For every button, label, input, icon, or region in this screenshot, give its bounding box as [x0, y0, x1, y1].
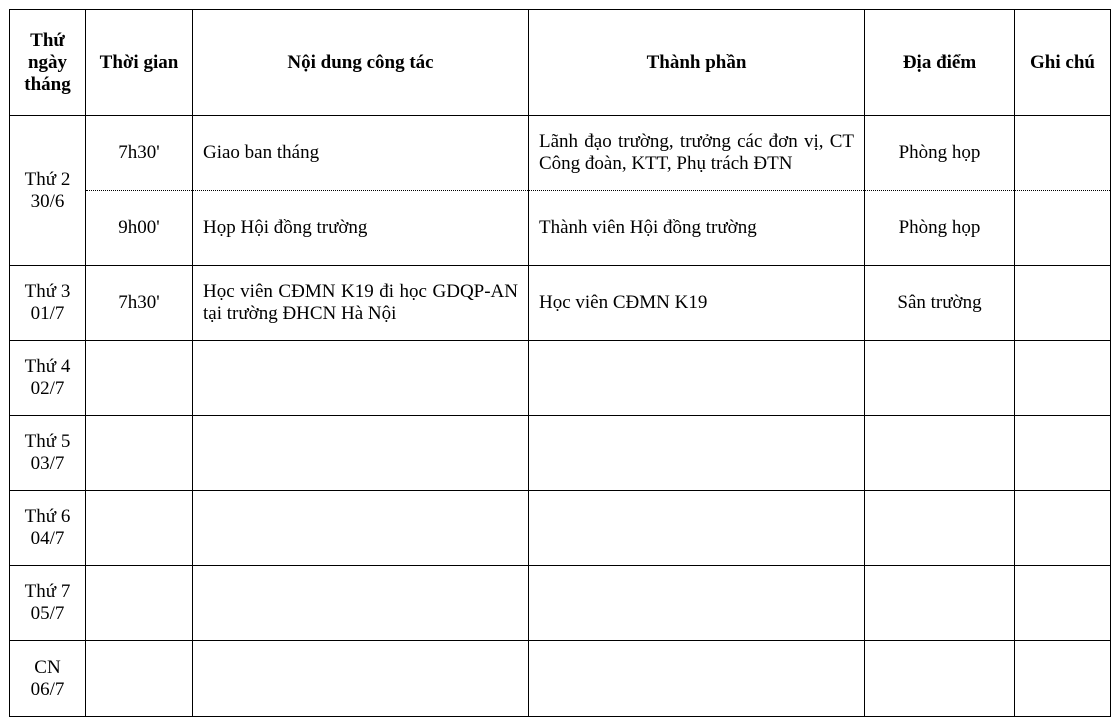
note-cell — [1015, 491, 1111, 566]
location-cell: Phòng họp — [865, 191, 1015, 266]
members-cell — [529, 416, 865, 491]
note-cell — [1015, 566, 1111, 641]
table-row — [10, 341, 1111, 416]
members-cell — [529, 341, 865, 416]
time-cell — [86, 341, 193, 416]
time-cell — [86, 641, 193, 717]
day-date: 30/6 — [30, 190, 65, 212]
location-cell: Phòng họp — [865, 116, 1015, 191]
header-day-line-3: tháng — [24, 73, 71, 95]
time-cell — [86, 416, 193, 491]
content-cell — [193, 641, 529, 717]
day-cell — [10, 416, 86, 491]
day-cell — [10, 116, 86, 266]
members-cell — [529, 566, 865, 641]
members-cell: Lãnh đạo trường, trưởng các đơn vị, CT Công đoàn, KTT, Phụ trách ĐTN — [529, 116, 865, 191]
header-location: Địa điểm — [865, 10, 1015, 116]
header-note: Ghi chú — [1015, 10, 1111, 116]
day-name: Thứ 5 — [24, 431, 71, 452]
note-cell — [1015, 341, 1111, 416]
header-content: Nội dung công tác — [193, 10, 529, 116]
location-cell: Sân trường — [865, 266, 1015, 341]
day-cell — [10, 341, 86, 416]
header-time: Thời gian — [86, 10, 193, 116]
location-cell — [865, 341, 1015, 416]
table-row — [10, 116, 1111, 191]
location-cell — [865, 491, 1015, 566]
day-date: 03/7 — [30, 453, 65, 474]
header-row — [10, 10, 1111, 116]
content-cell — [193, 341, 529, 416]
day-name: Thứ 7 — [24, 581, 71, 602]
time-cell: 7h30' — [86, 116, 193, 191]
day-name: Thứ 6 — [24, 506, 71, 527]
day-cell — [10, 491, 86, 566]
day-cell — [10, 641, 86, 717]
time-cell: 7h30' — [86, 266, 193, 341]
day-date: 04/7 — [30, 528, 65, 549]
table-row — [10, 566, 1111, 641]
members-cell: Thành viên Hội đồng trường — [529, 191, 865, 266]
day-name: Thứ 2 — [24, 168, 71, 190]
day-date: 05/7 — [30, 603, 65, 624]
content-cell — [193, 566, 529, 641]
members-cell: Học viên CĐMN K19 — [529, 266, 865, 341]
day-date: 06/7 — [30, 678, 65, 700]
day-name: CN — [34, 656, 61, 678]
note-cell — [1015, 641, 1111, 717]
header-day-line-2: ngày — [27, 51, 68, 73]
day-cell — [10, 266, 86, 341]
table-row — [10, 416, 1111, 491]
table-row — [10, 641, 1111, 717]
content-cell: Giao ban tháng — [193, 116, 529, 191]
note-cell — [1015, 116, 1111, 191]
day-date: 01/7 — [30, 303, 65, 324]
note-cell — [1015, 416, 1111, 491]
work-schedule-table — [9, 9, 1111, 717]
day-name: Thứ 3 — [24, 281, 71, 302]
location-cell — [865, 641, 1015, 717]
note-cell — [1015, 191, 1111, 266]
day-name: Thứ 4 — [24, 356, 71, 377]
time-cell — [86, 491, 193, 566]
time-cell — [86, 566, 193, 641]
members-cell — [529, 641, 865, 717]
day-date: 02/7 — [30, 378, 65, 399]
table-row — [10, 191, 1111, 266]
time-cell: 9h00' — [86, 191, 193, 266]
location-cell — [865, 416, 1015, 491]
day-cell — [10, 566, 86, 641]
content-cell — [193, 416, 529, 491]
members-cell — [529, 491, 865, 566]
content-cell — [193, 491, 529, 566]
location-cell — [865, 566, 1015, 641]
table-row — [10, 491, 1111, 566]
header-day-line-1: Thứ — [30, 29, 65, 51]
header-day — [10, 10, 86, 116]
header-members: Thành phần — [529, 10, 865, 116]
content-cell: Họp Hội đồng trường — [193, 191, 529, 266]
content-cell: Học viên CĐMN K19 đi học GDQP-AN tại trường ĐHCN Hà Nội — [193, 266, 529, 341]
table-row — [10, 266, 1111, 341]
note-cell — [1015, 266, 1111, 341]
